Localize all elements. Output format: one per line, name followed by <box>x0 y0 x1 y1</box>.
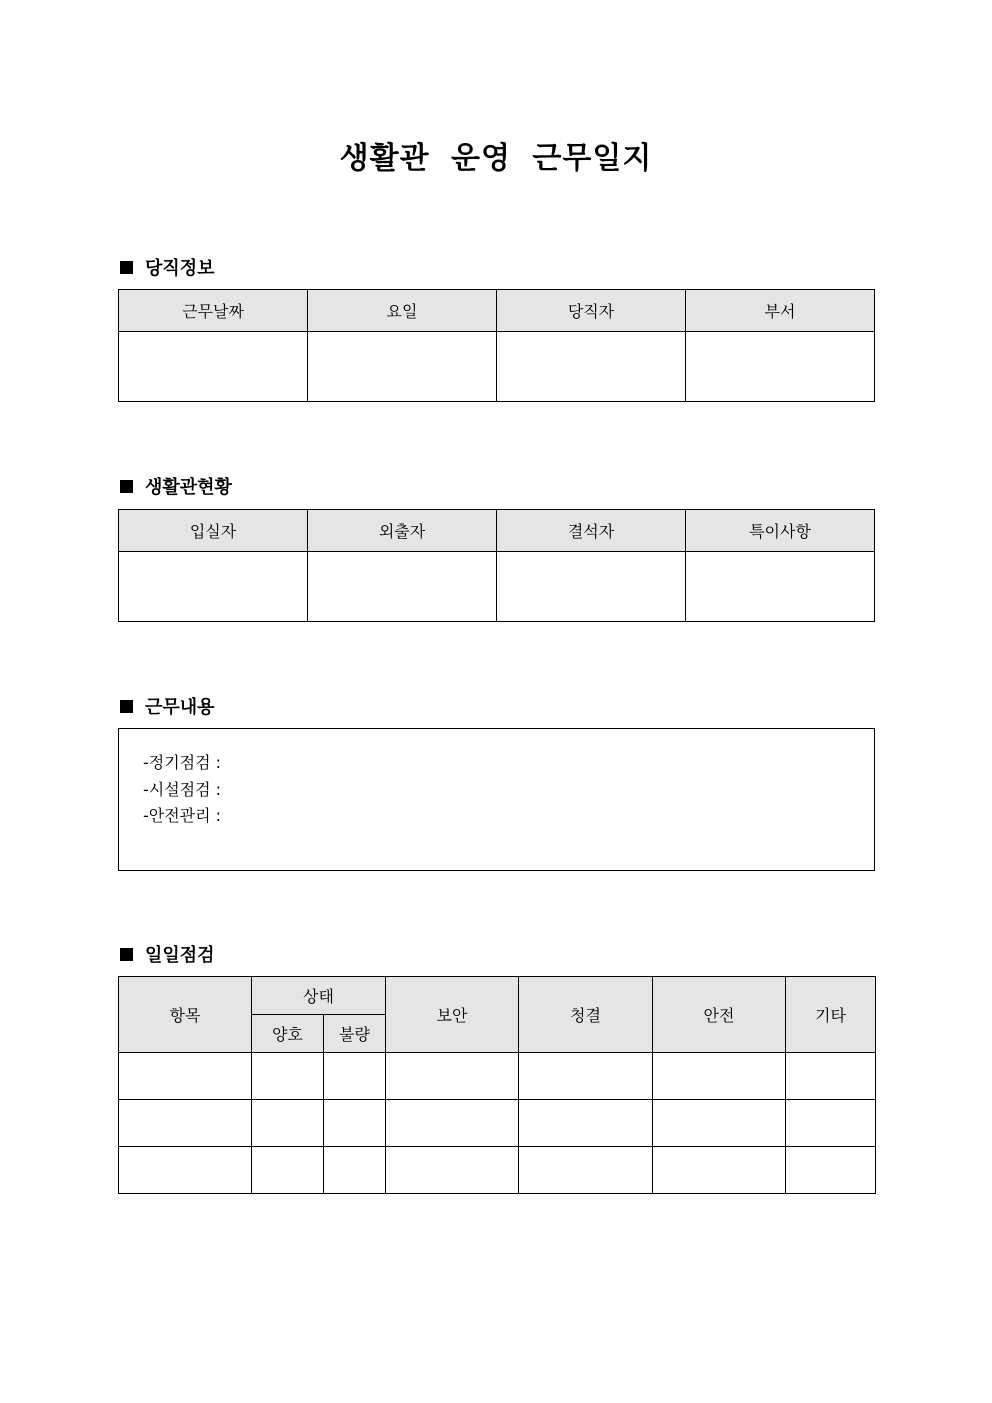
cell-other[interactable] <box>786 1053 876 1100</box>
cell-weekday[interactable] <box>308 332 497 402</box>
cell-cleaning[interactable] <box>519 1100 653 1147</box>
table-row <box>119 1100 876 1147</box>
square-bullet-icon <box>120 480 133 493</box>
cell-bad[interactable] <box>324 1053 386 1100</box>
cell-absent[interactable] <box>497 552 686 622</box>
dorm-status-table <box>118 509 875 622</box>
header-weekday: 요일 <box>308 290 497 332</box>
header-item: 항목 <box>119 977 252 1053</box>
cell-cleaning[interactable] <box>519 1053 653 1100</box>
header-work-date: 근무날짜 <box>119 290 308 332</box>
work-line-regular-check: -정기점검 : <box>143 753 222 772</box>
header-safety: 안전 <box>653 977 786 1053</box>
cell-security[interactable] <box>386 1147 519 1194</box>
duty-info-table <box>118 289 875 402</box>
section-heading-work-label: 근무내용 <box>145 697 215 718</box>
section-heading-work <box>120 693 215 719</box>
header-other: 기타 <box>786 977 876 1053</box>
cell-good[interactable] <box>252 1147 324 1194</box>
section-heading-daily <box>120 941 215 967</box>
square-bullet-icon <box>120 948 133 961</box>
header-good: 양호 <box>252 1015 324 1053</box>
square-bullet-icon <box>120 700 133 713</box>
cell-item[interactable] <box>119 1100 252 1147</box>
cell-remarks[interactable] <box>686 552 875 622</box>
header-remarks: 특이사항 <box>686 510 875 552</box>
work-line-safety-management: -안전관리 : <box>143 806 222 825</box>
cell-checked-in[interactable] <box>119 552 308 622</box>
cell-department[interactable] <box>686 332 875 402</box>
header-status: 상태 <box>252 977 386 1015</box>
header-security: 보안 <box>386 977 519 1053</box>
cell-duty-person[interactable] <box>497 332 686 402</box>
cell-item[interactable] <box>119 1147 252 1194</box>
section-heading-dorm-label: 생활관현황 <box>145 477 232 498</box>
daily-check-table <box>118 976 876 1194</box>
section-heading-dorm <box>120 473 232 499</box>
table-row <box>119 1147 876 1194</box>
cell-good[interactable] <box>252 1100 324 1147</box>
cell-bad[interactable] <box>324 1100 386 1147</box>
cell-security[interactable] <box>386 1053 519 1100</box>
section-heading-duty-label: 당직정보 <box>145 258 215 279</box>
header-department: 부서 <box>686 290 875 332</box>
cell-other[interactable] <box>786 1100 876 1147</box>
cell-work-date[interactable] <box>119 332 308 402</box>
header-checked-in: 입실자 <box>119 510 308 552</box>
section-heading-daily-label: 일일점검 <box>145 945 215 966</box>
work-line-facility-check: -시설점검 : <box>143 780 222 799</box>
cell-bad[interactable] <box>324 1147 386 1194</box>
work-content-box[interactable] <box>118 728 875 871</box>
header-outing: 외출자 <box>308 510 497 552</box>
header-duty-person: 당직자 <box>497 290 686 332</box>
header-cleaning: 청결 <box>519 977 653 1053</box>
cell-safety[interactable] <box>653 1053 786 1100</box>
header-bad: 불량 <box>324 1015 386 1053</box>
cell-other[interactable] <box>786 1147 876 1194</box>
cell-security[interactable] <box>386 1100 519 1147</box>
header-absent: 결석자 <box>497 510 686 552</box>
cell-outing[interactable] <box>308 552 497 622</box>
section-heading-duty <box>120 254 215 280</box>
square-bullet-icon <box>120 261 133 274</box>
cell-safety[interactable] <box>653 1100 786 1147</box>
cell-cleaning[interactable] <box>519 1147 653 1194</box>
cell-item[interactable] <box>119 1053 252 1100</box>
page-title: 생활관 운영 근무일지 <box>339 141 653 176</box>
cell-safety[interactable] <box>653 1147 786 1194</box>
cell-good[interactable] <box>252 1053 324 1100</box>
table-row <box>119 1053 876 1100</box>
